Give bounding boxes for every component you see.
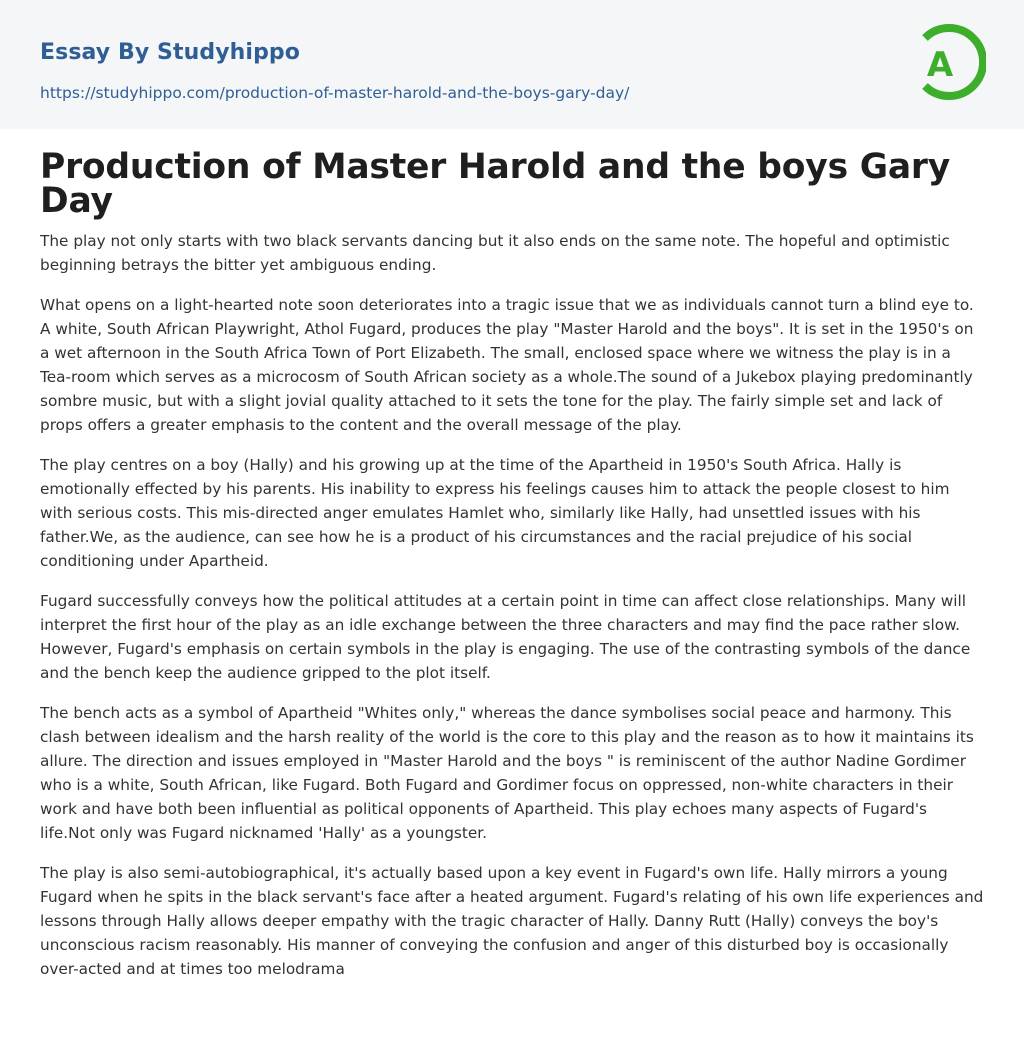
- logo-letter: A: [926, 45, 954, 85]
- site-brand[interactable]: Essay By Studyhippo: [40, 40, 300, 65]
- article-paragraph: The play not only starts with two black servants dancing but it also ends on the same note. The hopeful and optimistic beginning betrays the bitter yet ambiguous ending.: [40, 232, 950, 274]
- article-paragraph: The play centres on a boy (Hally) and his growing up at the time of the Apartheid in 1950's South Africa. Hally is emotionally effected by his parents. His inability to express his feelings causes him to attack the people closest to him with serious costs. This mis-directed anger emulates Hamlet who, similarly like Hally, had unsettled issues with his father.We, as the audience, can see how he is a product of his circumstances and the racial prejudice of his social conditioning under Apartheid.: [40, 456, 950, 570]
- article-title: Production of Master Harold and the boys Gary Day: [40, 147, 951, 221]
- article-paragraph: The play is also semi-autobiographical, it's actually based upon a key event in Fugard's own life. Hally mirrors a young Fugard when he spits in the black servant's face after a heated argument. Fugard's relating of his own life experiences and lessons through Hally allows deeper empathy with the tragic character of Hally. Danny Rutt (Hally) conveys the boy's unconscious racism reasonably. His manner of conveying the confusion and anger of this disturbed boy is occasionally over-acted and at times too melodrama: [40, 864, 984, 978]
- article-paragraph: What opens on a light-hearted note soon deteriorates into a tragic issue that we as individuals cannot turn a blind eye to. A white, South African Playwright, Athol Fugard, produces the play "Master Harold and the boys". It is set in the 1950's on a wet afternoon in the South Africa Town of Port Elizabeth. The small, enclosed space where we witness the play is in a Tea-room which serves as a microcosm of South African society as a whole.The sound of a Jukebox playing predominantly sombre music, but with a slight jovial quality attached to it sets the tone for the play. The fairly simple set and lack of props offers a greater emphasis to the content and the overall message of the play.: [40, 296, 974, 434]
- article-paragraph: The bench acts as a symbol of Apartheid "Whites only," whereas the dance symbolises social peace and harmony. This clash between idealism and the harsh reality of the world is the core to this play and the reason as to how it maintains its allure. The direction and issues employed in "Master Harold and the boys " is reminiscent of the author Nadine Gordimer who is a white, South African, like Fugard. Both Fugard and Gordimer focus on oppressed, non-white characters in their work and have both been influential as political opponents of Apartheid. This play echoes many aspects of Fugard's life.Not only was Fugard nicknamed 'Hally' as a youngster.: [40, 704, 974, 842]
- article-paragraph: Fugard successfully conveys how the political attitudes at a certain point in time can affect close relationships. Many will interpret the first hour of the play as an idle exchange between the three characters and may find the pace rather slow. However, Fugard's emphasis on certain symbols in the play is engaging. The use of the contrasting symbols of the dance and the bench keep the audience gripped to the plot itself.: [40, 592, 971, 682]
- article-body: [40, 229, 984, 997]
- source-url-link[interactable]: https://studyhippo.com/production-of-master-harold-and-the-boys-gary-day/: [40, 84, 630, 102]
